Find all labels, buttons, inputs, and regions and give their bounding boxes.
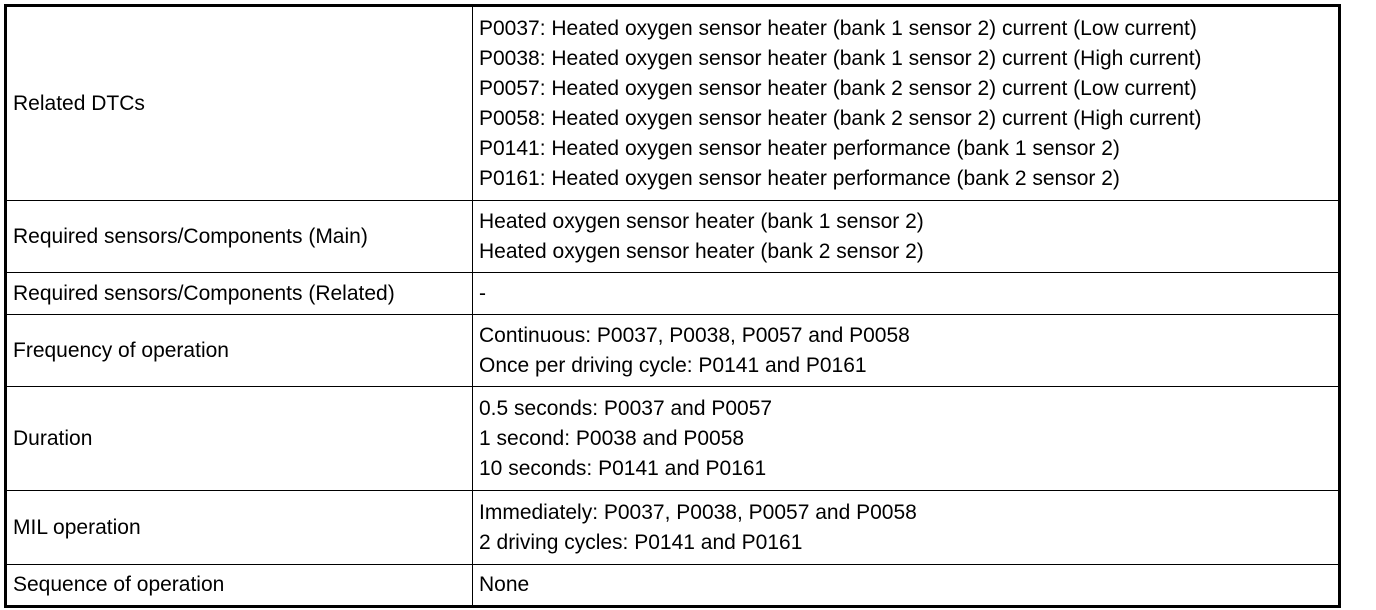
table-row-sequence-of-operation [6, 565, 1340, 607]
row-value-required-sensors-related [473, 273, 1340, 315]
table-row-required-sensors-related [6, 273, 1340, 315]
value-line: 1 second: P0038 and P0058 [479, 426, 745, 450]
value-line: Heated oxygen sensor heater (bank 1 sensor 2) [479, 209, 924, 233]
value-line: - [479, 281, 486, 305]
value-line: P0161: Heated oxygen sensor heater performance (bank 2 sensor 2) [479, 166, 1120, 190]
table-row-frequency-of-operation [6, 315, 1340, 387]
value-line: P0038: Heated oxygen sensor heater (bank 1 sensor 2) current (High current) [479, 46, 1202, 70]
value-line: None [479, 573, 530, 596]
row-label-duration: Duration [6, 387, 473, 491]
value-line: Continuous: P0037, P0038, P0057 and P0058 [479, 323, 910, 347]
row-label-sequence-of-operation: Sequence of operation [6, 565, 473, 607]
table-row-duration [6, 387, 1340, 491]
value-line: 10 seconds: P0141 and P0161 [479, 456, 767, 480]
value-line: 2 driving cycles: P0141 and P0161 [479, 530, 803, 554]
value-line: P0141: Heated oxygen sensor heater performance (bank 1 sensor 2) [479, 136, 1120, 160]
value-line: P0037: Heated oxygen sensor heater (bank 1 sensor 2) current (Low current) [479, 16, 1197, 40]
row-label-frequency-of-operation: Frequency of operation [6, 315, 473, 387]
row-label-required-sensors-related: Required sensors/Components (Related) [6, 273, 473, 315]
value-line: 0.5 seconds: P0037 and P0057 [479, 396, 773, 420]
row-value-mil-operation [473, 491, 1340, 565]
table-row-mil-operation [6, 491, 1340, 565]
row-label-required-sensors-main: Required sensors/Components (Main) [6, 201, 473, 273]
value-line: Once per driving cycle: P0141 and P0161 [479, 353, 867, 377]
row-label-mil-operation: MIL operation [6, 491, 473, 565]
dtc-specification-table [4, 4, 1341, 608]
row-value-frequency-of-operation [473, 315, 1340, 387]
value-line: Heated oxygen sensor heater (bank 2 sensor 2) [479, 239, 924, 263]
row-value-related-dtcs [473, 6, 1340, 201]
value-line: Immediately: P0037, P0038, P0057 and P0058 [479, 500, 917, 524]
row-value-sequence-of-operation [473, 565, 1340, 607]
row-value-required-sensors-main [473, 201, 1340, 273]
table-row-related-dtcs [6, 6, 1340, 201]
value-line: P0057: Heated oxygen sensor heater (bank 2 sensor 2) current (Low current) [479, 76, 1197, 100]
table-row-required-sensors-main [6, 201, 1340, 273]
row-value-duration [473, 387, 1340, 491]
value-line: P0058: Heated oxygen sensor heater (bank 2 sensor 2) current (High current) [479, 106, 1202, 130]
row-label-related-dtcs: Related DTCs [6, 6, 473, 201]
